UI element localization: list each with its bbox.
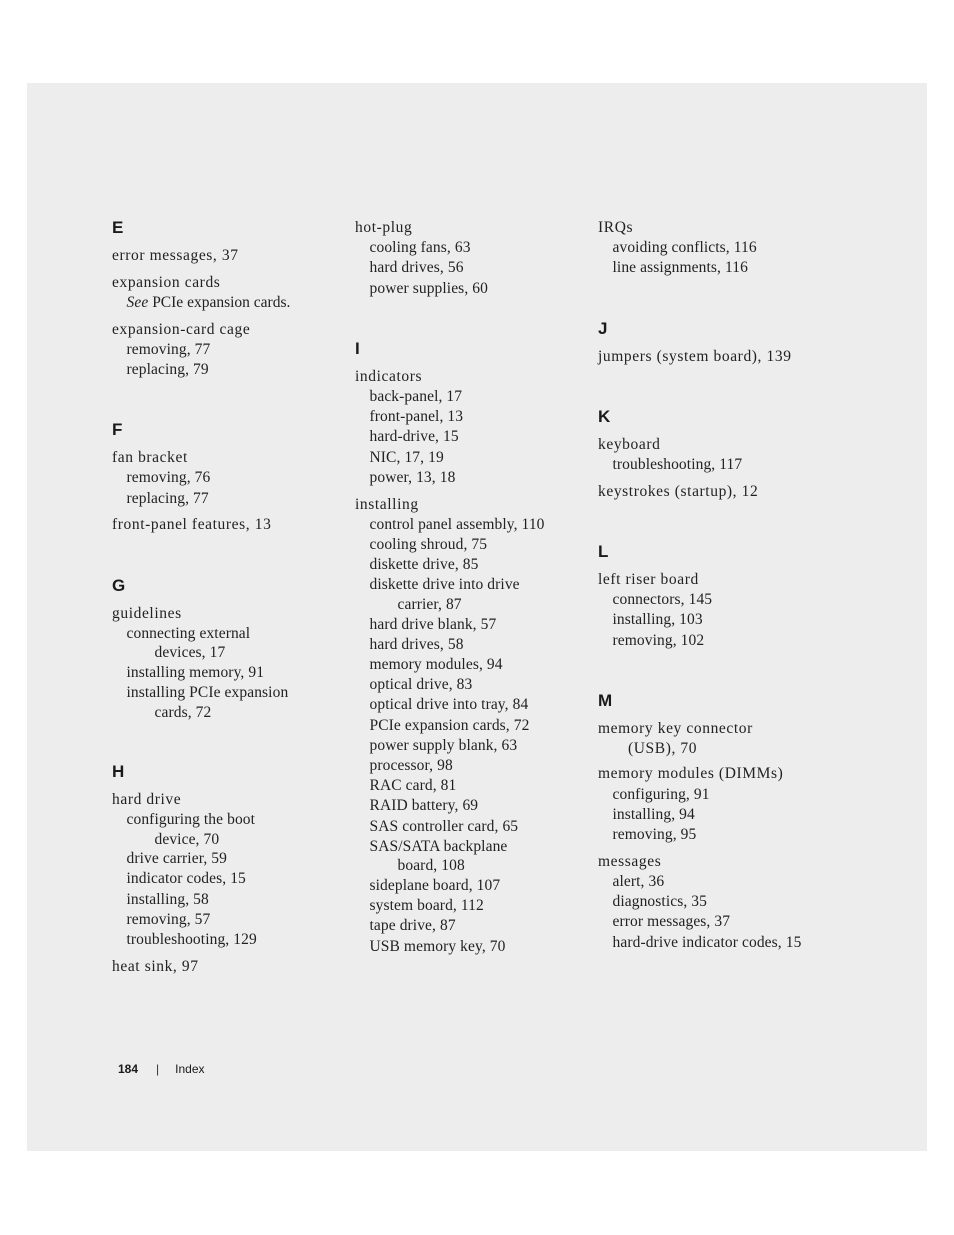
index-subterm: diagnostics, 35 [612,893,707,911]
index-term: keystrokes (startup), 12 [598,482,759,500]
index-section [598,407,838,502]
index-section [355,218,580,299]
index-term: hot-plug [355,219,413,236]
index-subterm: removing, 95 [612,826,697,844]
index-column-2 [355,218,580,997]
index-term: error messages, 37 [112,247,239,264]
index-subterm: drive carrier, 59 [126,850,227,868]
index-subterm: installing, 58 [126,890,209,908]
index-subterm: configuring the boot [126,811,256,829]
index-subterm: hard drives, 58 [369,635,464,653]
section-letter-heading: J [598,318,608,338]
index-term: heat sink, 97 [112,957,199,975]
index-term: messages [598,852,662,870]
index-entry [355,218,580,299]
index-subterm: optical drive into tray, 84 [369,696,529,714]
index-entry [112,448,337,509]
index-entry [112,790,337,950]
index-subterm: avoiding conflicts, 116 [612,239,757,257]
index-subterm: NIC, 17, 19 [369,448,444,466]
section-letter-heading: F [112,420,123,440]
index-subterm: back-panel, 17 [369,388,463,406]
index-term: fan bracket [112,449,188,467]
index-continuation: devices, 17 [154,644,226,662]
index-subterm: PCIe expansion cards, 72 [369,716,530,734]
section-letter-heading: I [355,338,360,358]
index-subterm: front-panel, 13 [369,408,464,426]
index-subterm: connecting external [126,624,251,642]
section-letter-heading: K [598,406,611,426]
index-term: hard drive [112,790,182,808]
index-term: guidelines [112,604,182,622]
see-keyword: See [126,293,149,311]
index-subterm: hard-drive indicator codes, 15 [612,933,802,951]
index-subterm: RAC card, 81 [369,777,457,795]
index-subterm: cooling fans, 63 [369,239,471,257]
index-subterm: error messages, 37 [612,913,731,931]
index-subterm: tape drive, 87 [369,917,456,935]
index-entry [598,435,838,475]
index-subterm: installing PCIe expansion [126,684,289,702]
index-section [355,339,580,957]
index-subterm: connectors, 145 [612,591,713,609]
index-entry [112,320,337,381]
index-subterm: USB memory key, 70 [369,937,506,955]
index-subterm: optical drive, 83 [369,676,473,694]
index-subterm: removing, 77 [126,340,211,358]
index-section [598,542,838,651]
index-subterm: processor, 98 [369,756,453,774]
index-subterm: SAS/SATA backplane [369,837,508,855]
index-subterm: system board, 112 [369,897,484,915]
index-subterm: troubleshooting, 117 [612,456,743,474]
index-entry [112,604,337,722]
index-term: keyboard [598,435,661,453]
index-subterm: cooling shroud, 75 [369,535,488,553]
index-term-continuation: (USB), 70 [628,739,698,757]
index-section [112,420,337,535]
page-number: 184 [118,1062,139,1076]
index-subterm: removing, 102 [612,631,705,649]
index-section [598,218,838,279]
index-entry [598,218,838,279]
index-subterm: hard-drive, 15 [369,428,459,446]
index-page [27,83,927,1151]
index-section [112,762,337,977]
index-term: front-panel features, 13 [112,516,272,534]
index-column-3 [598,218,838,993]
section-letter-heading: G [112,575,126,595]
index-subterm: removing, 76 [126,469,211,487]
index-subterm: indicator codes, 15 [126,870,246,888]
index-continuation: board, 108 [397,857,465,875]
index-entry [355,495,580,957]
index-subterm: troubleshooting, 129 [126,931,257,949]
index-subterm: diskette drive into drive [369,576,520,594]
index-entry [355,367,580,488]
index-term: installing [355,495,419,513]
see-target: PCIe expansion cards. [148,293,291,311]
index-subterm: memory modules, 94 [369,655,503,673]
index-entry [598,482,838,502]
section-letter-heading: H [112,761,125,781]
index-subterm: hard drives, 56 [369,259,464,277]
index-entry [112,957,337,977]
index-column-1 [112,218,337,1017]
index-entry [598,570,838,651]
index-term: expansion-card cage [112,320,251,338]
index-term: expansion cards [112,273,221,291]
index-subterm: sideplane board, 107 [369,876,501,894]
index-subterm: power supplies, 60 [369,279,488,297]
index-term: memory key connector [598,719,753,737]
index-subterm: diskette drive, 85 [369,556,479,574]
index-subterm: hard drive blank, 57 [369,615,497,633]
index-subterm: configuring, 91 [612,785,710,803]
index-subterm: line assignments, 116 [612,259,748,277]
index-term: IRQs [598,219,634,236]
index-section [598,319,838,367]
index-subterm: control panel assembly, 110 [369,515,545,533]
index-continuation: carrier, 87 [397,596,462,614]
footer-section-title: Index [175,1062,205,1076]
index-subterm: RAID battery, 69 [369,797,479,815]
index-continuation: device, 70 [154,830,220,848]
index-entry [598,764,838,845]
index-subterm: power, 13, 18 [369,468,456,486]
index-term: jumpers (system board), 139 [598,347,792,365]
index-subterm: installing, 103 [612,611,703,629]
index-entry [112,273,337,313]
index-subterm: installing, 94 [612,805,695,823]
index-term: memory modules (DIMMs) [598,765,784,783]
index-entry [112,515,337,535]
index-subterm: alert, 36 [612,872,665,890]
section-letter-heading: E [112,218,124,237]
index-entry [598,347,838,367]
index-subterm: installing memory, 91 [126,663,265,681]
index-entry [598,852,838,953]
see-reference [112,293,337,313]
index-section [112,576,337,722]
index-subterm: replacing, 79 [126,361,209,379]
index-section [112,218,337,380]
page-footer [118,1061,205,1077]
section-letter-heading: L [598,541,609,561]
index-subterm: removing, 57 [126,910,211,928]
index-subterm: replacing, 77 [126,489,209,507]
index-subterm: power supply blank, 63 [369,736,518,754]
index-term: indicators [355,367,423,385]
index-entry [598,719,838,758]
index-subterm: SAS controller card, 65 [369,817,519,835]
index-entry [112,246,337,266]
index-term: left riser board [598,570,699,588]
section-letter-heading: M [598,690,613,710]
footer-separator: | [156,1062,160,1076]
index-continuation: cards, 72 [154,703,212,721]
index-section [598,691,838,953]
